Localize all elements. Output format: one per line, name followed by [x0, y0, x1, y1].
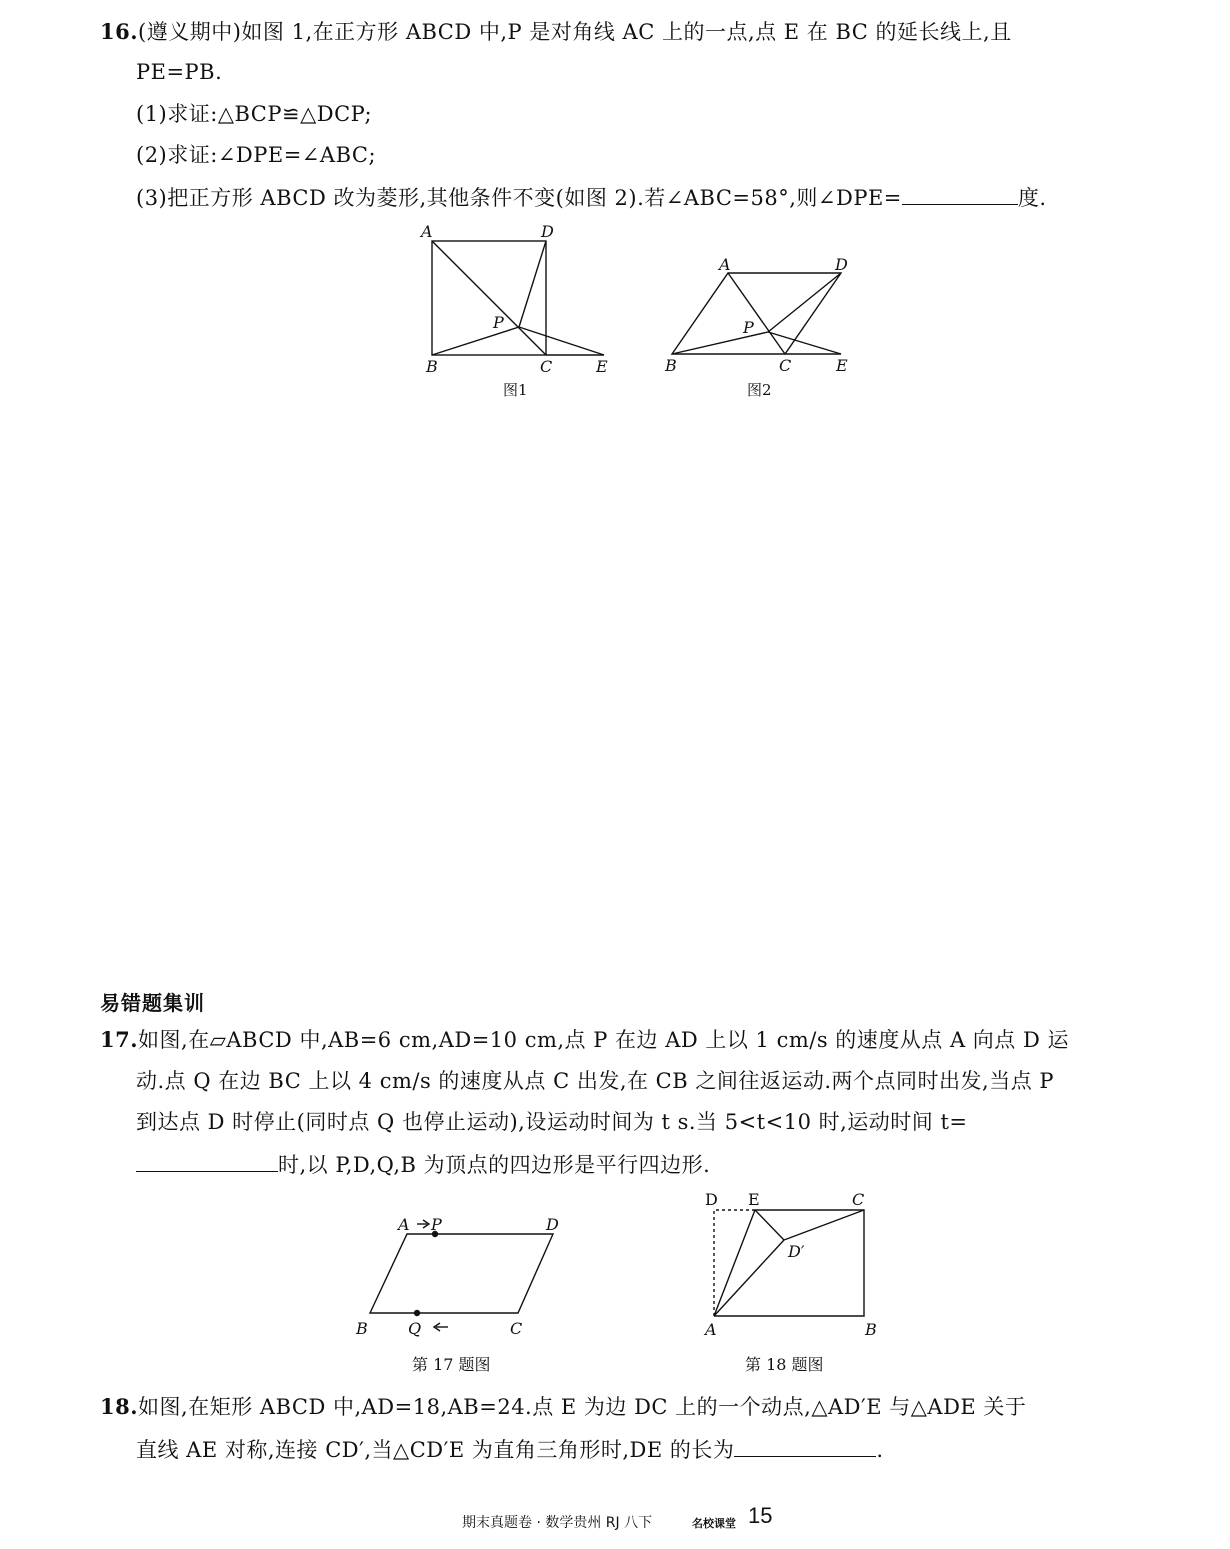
fig18-label-d: D [705, 1190, 718, 1209]
segment-ed-prime [755, 1210, 784, 1240]
segment-dp [519, 241, 546, 327]
point-q [414, 1310, 420, 1316]
q16-figure1 [415, 220, 625, 400]
section-title: 易错题集训 [100, 991, 205, 1015]
q18-number: 18. [100, 1394, 139, 1419]
fig1-label-d: D [541, 222, 554, 241]
fig18-label-b: B [865, 1320, 877, 1339]
q16-answer-blank[interactable] [902, 182, 1018, 205]
fig18-caption: 第 18 题图 [745, 1355, 824, 1374]
q16-line1 [100, 18, 1012, 46]
q16-part1: (1)求证:△BCP≌△DCP; [136, 102, 373, 126]
rectangle-sides [714, 1210, 864, 1316]
fig1-label-b: B [426, 357, 438, 376]
segment-pe [768, 332, 841, 354]
fig17-label-a: A [398, 1215, 410, 1234]
segment-bp [432, 327, 519, 355]
q17-number: 17. [100, 1027, 139, 1052]
q18-line1 [100, 1393, 1026, 1421]
q17-line4 [136, 1149, 710, 1179]
fig18-label-a: A [705, 1320, 717, 1339]
q16-number: 16. [100, 19, 139, 44]
q16-part3-end: 度. [1017, 186, 1047, 210]
fig18-label-e: E [748, 1190, 760, 1209]
fig18-label-d-prime: D′ [788, 1242, 805, 1261]
q16-part3-text: (3)把正方形 ABCD 改为菱形,其他条件不变(如图 2).若∠ABC=58°,则∠DPE= [136, 186, 902, 210]
fig1-label-p: P [493, 313, 504, 332]
q16-part2: (2)求证:∠DPE=∠ABC; [136, 143, 377, 167]
q17-line1 [100, 1026, 1069, 1054]
footer-text: 期末真题卷 · 数学贵州 RJ 八下 [462, 1515, 653, 1531]
q16-line2: PE=PB. [136, 60, 223, 84]
fig1-caption: 图1 [503, 381, 528, 399]
q18-text2-end: . [876, 1438, 884, 1462]
q16-text1: (遵义期中)如图 1,在正方形 ABCD 中,P 是对角线 AC 上的一点,点 E 在 BC 的延长线上,且 [138, 20, 1012, 44]
fig2-label-p: P [743, 318, 754, 337]
q17-figure [350, 1210, 570, 1385]
fig17-label-p: P [431, 1215, 442, 1234]
q18-line2 [136, 1434, 884, 1464]
segment-dp [768, 273, 841, 332]
page-number: 15 [748, 1503, 773, 1528]
fig17-caption: 第 17 题图 [412, 1355, 491, 1374]
segment-ae [714, 1210, 755, 1316]
fig18-label-c: C [852, 1190, 865, 1209]
fig17-label-b: B [356, 1319, 368, 1338]
q16-figure2 [655, 250, 865, 400]
diagonal-ac [432, 241, 546, 355]
fig2-label-c: C [779, 356, 792, 375]
q18-text2: 直线 AE 对称,连接 CD′,当△CD′E 为直角三角形时,DE 的长为 [136, 1438, 735, 1462]
q16-part3 [136, 182, 1047, 212]
segment-ad-prime [714, 1240, 784, 1316]
fig1-label-a: A [421, 222, 433, 241]
q17-text4: 时,以 P,D,Q,B 为顶点的四边形是平行四边形. [278, 1153, 711, 1177]
fig2-label-a: A [719, 255, 731, 274]
diagonal-ac [728, 273, 785, 354]
q17-answer-blank[interactable] [136, 1149, 278, 1172]
q18-figure [695, 1185, 895, 1385]
segment-cd-prime [784, 1210, 864, 1240]
fig2-label-e: E [836, 356, 848, 375]
q17-line3: 到达点 D 时停止(同时点 Q 也停止运动),设运动时间为 t s.当 5<t<10 时,运动时间 t= [136, 1110, 968, 1134]
parallelogram-abcd [370, 1234, 553, 1313]
q17-text1: 如图,在▱ABCD 中,AB=6 cm,AD=10 cm,点 P 在边 AD 上以 1 cm/s 的速度从点 A 向点 D 运 [138, 1028, 1069, 1052]
fig2-label-d: D [835, 255, 848, 274]
fig2-caption: 图2 [747, 381, 772, 399]
q17-line2: 动.点 Q 在边 BC 上以 4 cm/s 的速度从点 C 出发,在 CB 之间往返运动.两个点同时出发,当点 P [136, 1069, 1054, 1093]
q18-answer-blank[interactable] [734, 1434, 876, 1457]
fig1-label-e: E [596, 357, 608, 376]
fig1-label-c: C [540, 357, 553, 376]
fig17-label-c: C [510, 1319, 523, 1338]
fig2-label-b: B [665, 356, 677, 375]
q18-text1: 如图,在矩形 ABCD 中,AD=18,AB=24.点 E 为边 DC 上的一个动点,△AD′E 与△ADE 关于 [138, 1395, 1027, 1419]
footer-logo: 名校课堂 [692, 1517, 736, 1530]
fig17-label-d: D [546, 1215, 559, 1234]
fig17-label-q: Q [408, 1319, 422, 1338]
